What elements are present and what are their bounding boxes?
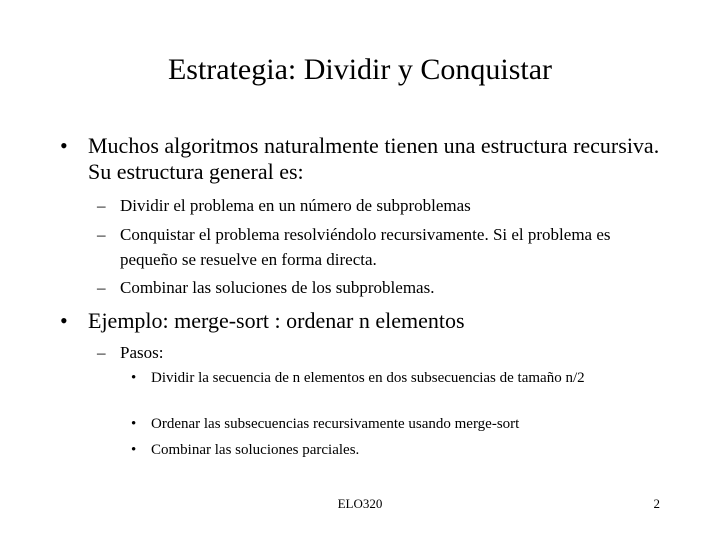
page-number: 2	[653, 496, 660, 511]
sub-sub-bullet-item	[131, 440, 661, 461]
dash-marker: –	[97, 225, 106, 244]
sub-sub-bullet-item	[131, 368, 661, 389]
bullet-marker: •	[60, 308, 68, 333]
sub-bullet-text: Combinar las soluciones de los subproblemas.	[120, 278, 435, 297]
bullet-marker: •	[60, 133, 68, 158]
sub-sub-bullet-text: Combinar las soluciones parciales.	[151, 442, 360, 458]
sub-bullet-item	[97, 222, 657, 272]
bullet-item	[60, 308, 680, 334]
bullet-item	[60, 133, 680, 185]
slide-title: Estrategia: Dividir y Conquistar	[167, 53, 553, 86]
bullet-text: Muchos algoritmos naturalmente tienen una estructura recursiva. Su estructura general es:	[88, 133, 660, 184]
sub-sub-bullet-text: Dividir la secuencia de n elementos en dos subsecuencias de tamaño n/2	[151, 370, 585, 386]
bullet-marker: •	[131, 416, 137, 432]
sub-bullet-item	[97, 340, 657, 365]
sub-bullet-text: Dividir el problema en un número de subproblemas	[120, 196, 471, 215]
bullet-marker: •	[131, 370, 137, 386]
footer-label: ELO320	[337, 496, 383, 511]
sub-bullet-text: Pasos:	[120, 343, 164, 362]
dash-marker: –	[97, 196, 106, 215]
sub-sub-bullet-item	[131, 414, 661, 435]
dash-marker: –	[97, 343, 106, 362]
dash-marker: –	[97, 278, 106, 297]
sub-sub-bullet-text: Ordenar las subsecuencias recursivamente usando merge-sort	[151, 416, 520, 432]
bullet-text: Ejemplo: merge-sort : ordenar n elementos	[88, 308, 465, 333]
bullet-marker: •	[131, 442, 137, 458]
sub-bullet-item	[97, 275, 657, 300]
sub-bullet-text: Conquistar el problema resolviéndolo recursivamente. Si el problema es pequeño se resuelve en forma directa.	[120, 225, 611, 269]
sub-bullet-item	[97, 193, 657, 218]
